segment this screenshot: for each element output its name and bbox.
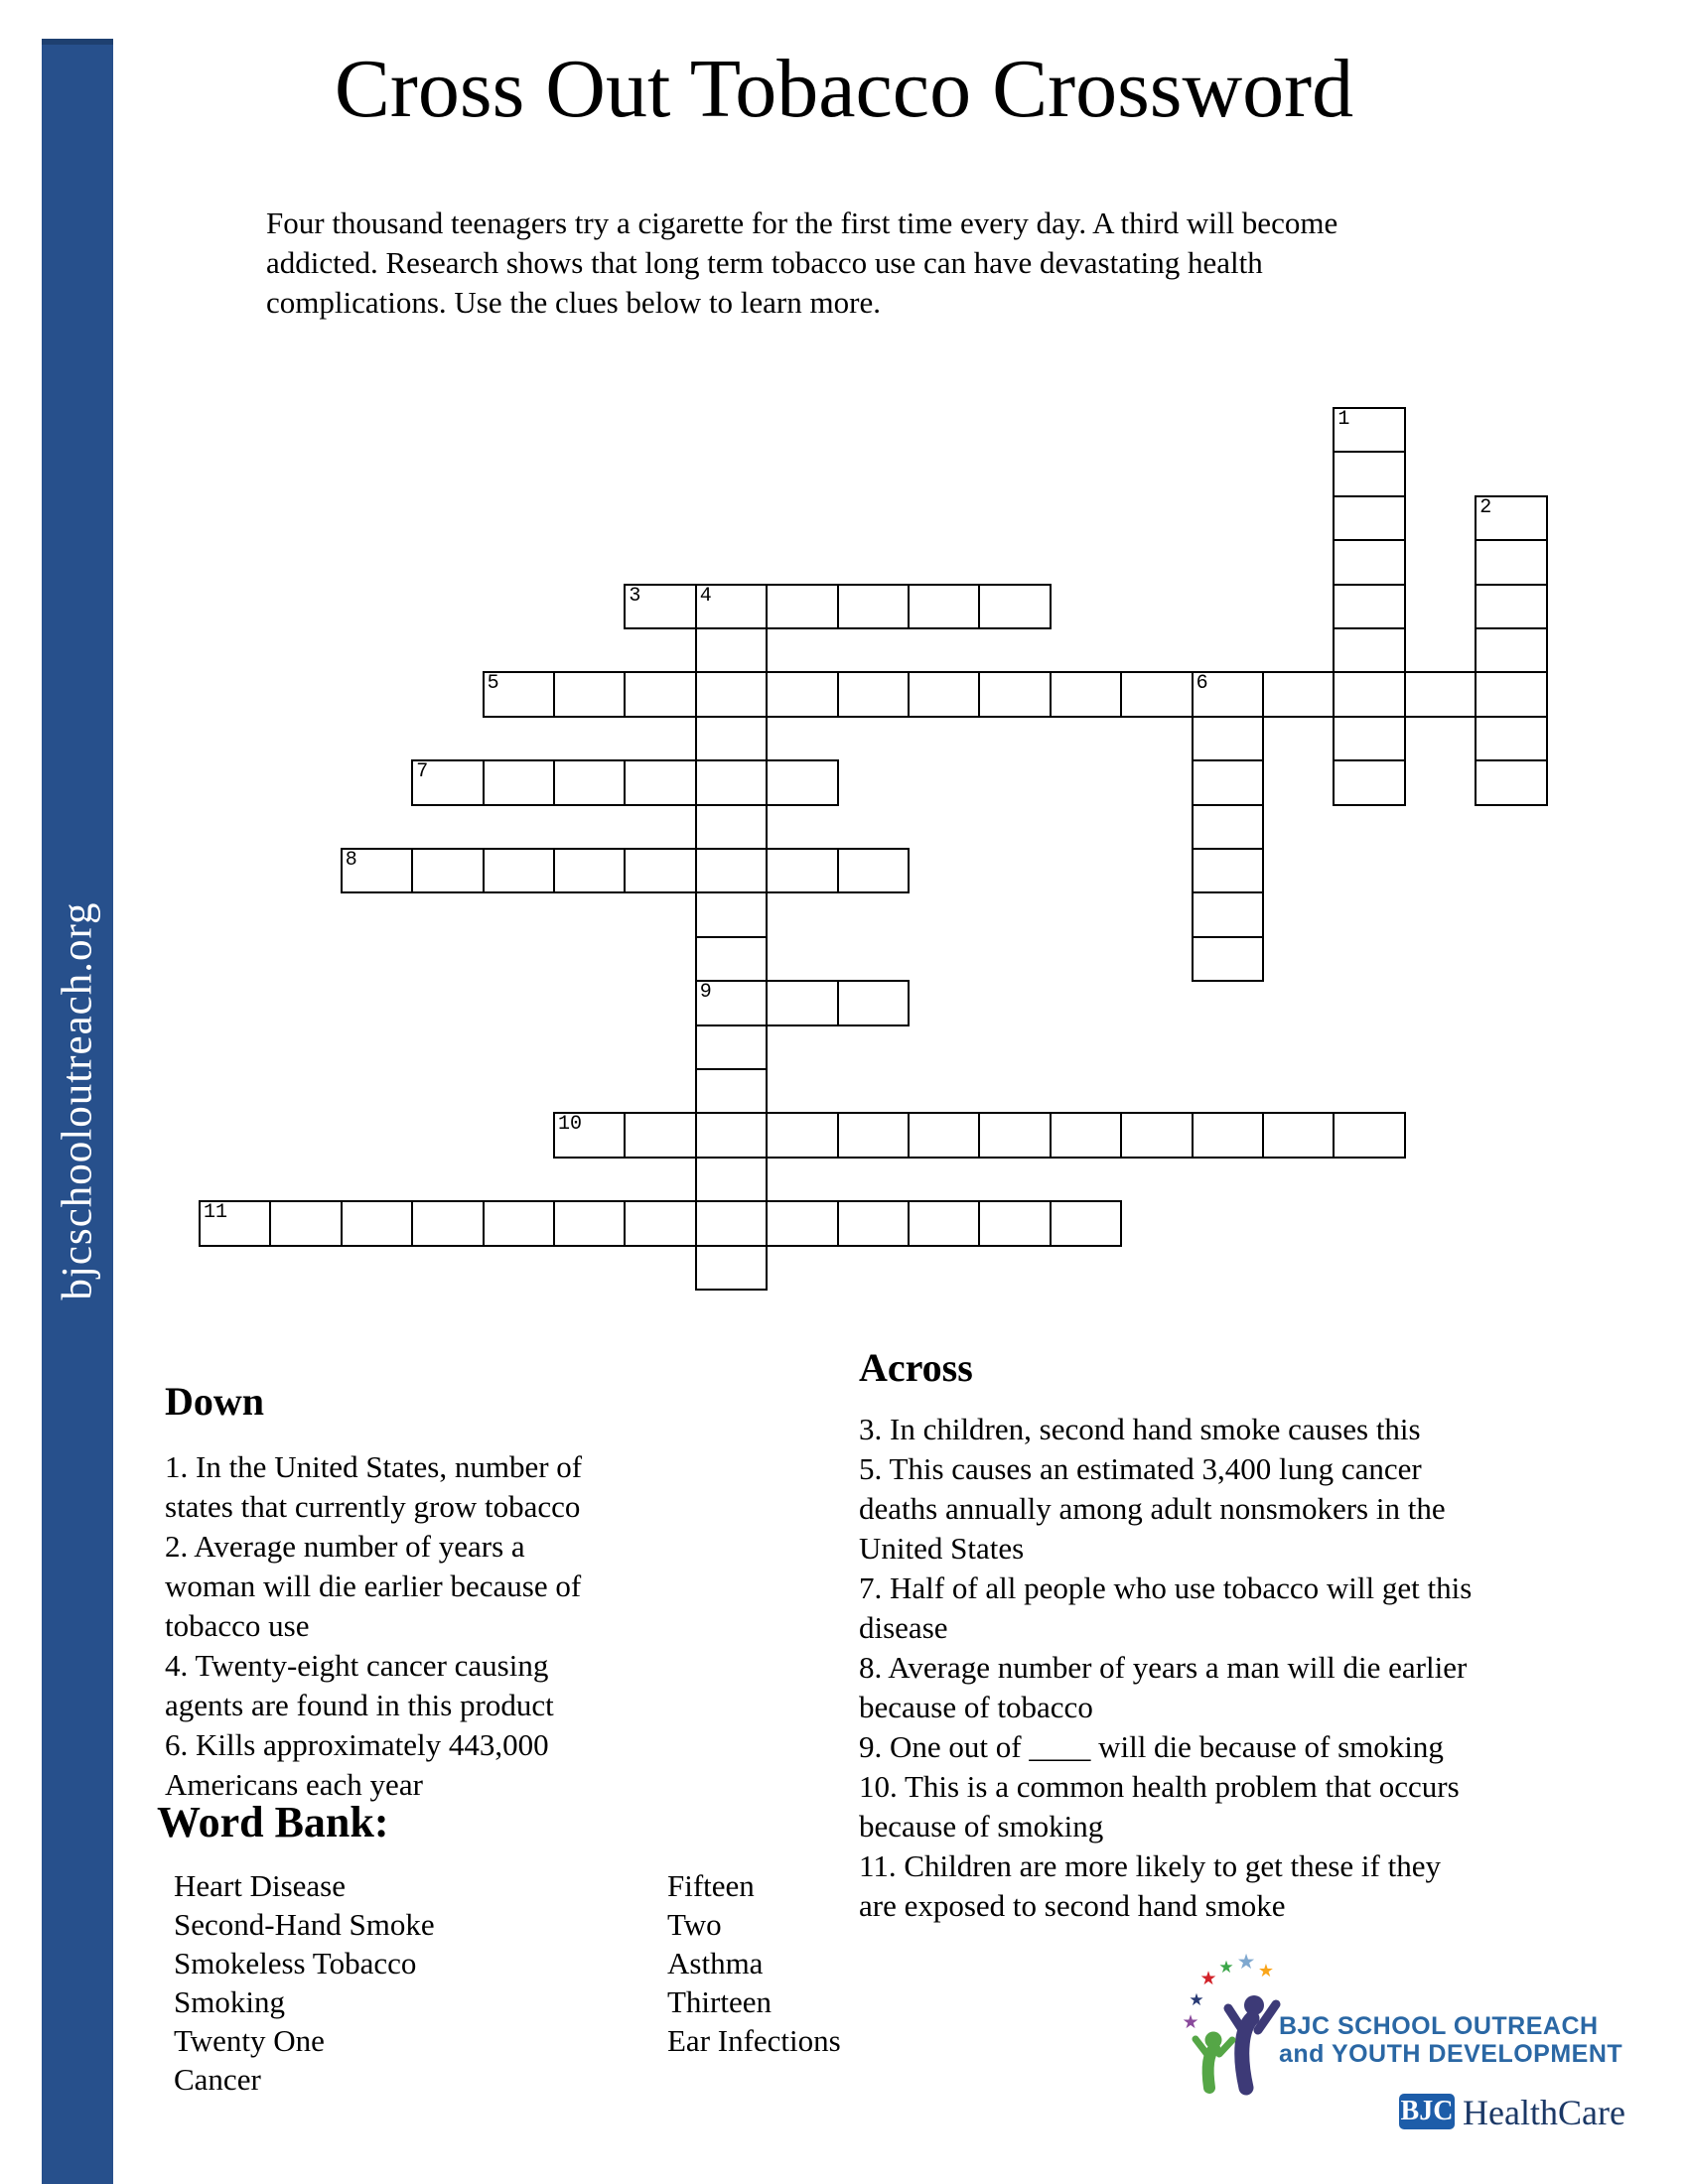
crossword-cell[interactable] <box>1192 671 1264 717</box>
word-bank-item: Cancer <box>174 2062 261 2097</box>
across-clue: 9. One out of ____ will die because of smoking <box>859 1729 1444 1764</box>
crossword-cell[interactable] <box>483 1200 555 1246</box>
across-clue: 5. This causes an estimated 3,400 lung cancer deaths annually among adult nonsmokers in the United States <box>859 1451 1446 1566</box>
crossword-cell[interactable] <box>553 848 626 893</box>
crossword-cell[interactable] <box>1333 495 1405 541</box>
crossword-cell[interactable] <box>908 1200 980 1246</box>
crossword-cell[interactable] <box>1050 1112 1122 1158</box>
crossword-cell[interactable] <box>695 716 768 761</box>
clue-number-label: 5 <box>487 672 499 696</box>
crossword-cell[interactable] <box>695 1068 768 1114</box>
word-bank-column-2 <box>667 1866 1134 2060</box>
crossword-cell[interactable] <box>695 1112 768 1158</box>
down-clues-section <box>165 1379 622 1802</box>
crossword-cell[interactable] <box>624 671 696 717</box>
crossword-cell[interactable] <box>1475 495 1547 541</box>
crossword-cell[interactable] <box>411 1200 484 1246</box>
across-clue: 10. This is a common health problem that occurs because of smoking <box>859 1769 1460 1843</box>
bjc-figures-icon <box>1177 1951 1296 2110</box>
crossword-cell[interactable] <box>695 627 768 673</box>
crossword-cell[interactable] <box>1192 716 1264 761</box>
crossword-cell[interactable] <box>483 759 555 805</box>
crossword-cell[interactable] <box>837 1200 910 1246</box>
crossword-cell[interactable] <box>1333 1112 1405 1158</box>
crossword-cell[interactable] <box>766 1200 838 1246</box>
crossword-cell[interactable] <box>695 584 768 629</box>
word-bank-item: Fifteen <box>667 1868 755 1903</box>
crossword-cell[interactable] <box>978 1200 1051 1246</box>
crossword-cell[interactable] <box>624 584 696 629</box>
crossword-cell[interactable] <box>1262 671 1335 717</box>
bjc-badge <box>1399 2094 1455 2129</box>
crossword-cell[interactable] <box>624 759 696 805</box>
bjc-logo <box>1177 1951 1653 2149</box>
crossword-cell[interactable] <box>978 584 1051 629</box>
crossword-cell[interactable] <box>1333 716 1405 761</box>
across-clue: 3. In children, second hand smoke causes this <box>859 1412 1421 1446</box>
crossword-cell[interactable] <box>1192 936 1264 982</box>
word-bank-item: Ear Infections <box>667 2023 841 2058</box>
across-clue: 11. Children are more likely to get these if they are exposed to second hand smoke <box>859 1848 1441 1923</box>
across-heading: Across <box>859 1345 973 1390</box>
logo-text-line1: BJC SCHOOL OUTREACH <box>1279 2012 1599 2040</box>
clue-number-label: 6 <box>1196 672 1208 696</box>
crossword-cell[interactable] <box>483 671 555 717</box>
crossword-cell[interactable] <box>837 584 910 629</box>
clue-number-label: 1 <box>1337 408 1350 431</box>
crossword-cell[interactable] <box>1192 1112 1264 1158</box>
crossword-cell[interactable] <box>766 584 838 629</box>
word-bank-item: Twenty One <box>174 2023 325 2058</box>
clue-number-label: 4 <box>699 584 712 608</box>
crossword-cell[interactable] <box>1404 671 1477 717</box>
crossword-cell[interactable] <box>978 1112 1051 1158</box>
down-heading: Down <box>165 1379 265 1424</box>
across-clues-section <box>859 1345 1494 1923</box>
crossword-cell[interactable] <box>1333 671 1405 717</box>
clue-number-label: 11 <box>204 1201 228 1225</box>
crossword-cell[interactable] <box>341 848 413 893</box>
crossword-cell[interactable] <box>1050 671 1122 717</box>
crossword-cell[interactable] <box>695 891 768 937</box>
word-bank-item: Smokeless Tobacco <box>174 1946 417 1980</box>
crossword-cell[interactable] <box>837 671 910 717</box>
crossword-cell[interactable] <box>978 671 1051 717</box>
crossword-cell[interactable] <box>1333 451 1405 496</box>
crossword-cell[interactable] <box>766 1112 838 1158</box>
crossword-cell[interactable] <box>695 1024 768 1070</box>
down-clue: 6. Kills approximately 443,000 Americans each year <box>165 1727 549 1802</box>
crossword-cell[interactable] <box>553 759 626 805</box>
crossword-cell[interactable] <box>1050 1200 1122 1246</box>
crossword-cell[interactable] <box>1192 891 1264 937</box>
crossword-cell[interactable] <box>553 671 626 717</box>
word-bank-item: Heart Disease <box>174 1868 346 1903</box>
crossword-cell[interactable] <box>837 1112 910 1158</box>
crossword-cell[interactable] <box>269 1200 342 1246</box>
crossword-cell[interactable] <box>695 1157 768 1202</box>
crossword-cell[interactable] <box>1475 759 1547 805</box>
sidebar-url: bjcschooloutreach.org <box>54 901 101 1300</box>
svg-text:★: ★ <box>1218 1958 1234 1978</box>
svg-text:★: ★ <box>1189 1990 1204 2010</box>
word-bank-column-1 <box>174 1866 640 2099</box>
crossword-cell[interactable] <box>411 848 484 893</box>
svg-text:★: ★ <box>1182 2011 1199 2033</box>
intro-paragraph: Four thousand teenagers try a cigarette for the first time every day. A third will become addicted. Research shows that long term tobacco use can have devastating health complications. Use the clues below to learn more. <box>266 205 1338 320</box>
crossword-cell[interactable] <box>624 848 696 893</box>
clue-number-label: 7 <box>416 760 429 784</box>
clue-number-label: 3 <box>629 584 641 608</box>
crossword-cell[interactable] <box>553 1200 626 1246</box>
logo-text-line2: and YOUTH DEVELOPMENT <box>1279 2040 1623 2068</box>
crossword-cell[interactable] <box>1475 716 1547 761</box>
svg-text:★: ★ <box>1199 1968 1217 1989</box>
crossword-cell[interactable] <box>695 671 768 717</box>
svg-text:★: ★ <box>1257 1961 1275 1981</box>
down-clue-list <box>165 1447 614 1805</box>
crossword-cell[interactable] <box>695 936 768 982</box>
crossword-cell[interactable] <box>483 848 555 893</box>
crossword-cell[interactable] <box>1475 671 1547 717</box>
crossword-cell[interactable] <box>695 1245 768 1291</box>
word-bank-item: Two <box>667 1907 722 1942</box>
across-clue: 8. Average number of years a man will die earlier because of tobacco <box>859 1650 1468 1724</box>
page-title: Cross Out Tobacco Crossword <box>334 43 1354 135</box>
crossword-cell[interactable] <box>908 1112 980 1158</box>
clue-number-label: 9 <box>699 981 712 1005</box>
crossword-cell[interactable] <box>1333 627 1405 673</box>
crossword-cell[interactable] <box>766 980 838 1025</box>
word-bank-item: Asthma <box>667 1946 764 1980</box>
crossword-cell[interactable] <box>908 671 980 717</box>
svg-text:★: ★ <box>1236 1951 1256 1974</box>
crossword-cell[interactable] <box>695 804 768 850</box>
crossword-cell[interactable] <box>553 1112 626 1158</box>
crossword-cell[interactable] <box>624 1200 696 1246</box>
across-clue-list <box>859 1410 1473 1926</box>
across-clue: 7. Half of all people who use tobacco will get this disease <box>859 1570 1473 1645</box>
word-bank-item: Thirteen <box>667 1984 773 2019</box>
clue-number-label: 10 <box>558 1113 583 1137</box>
crossword-cell[interactable] <box>624 1112 696 1158</box>
down-clue: 1. In the United States, number of states that currently grow tobacco <box>165 1449 583 1524</box>
crossword-cell[interactable] <box>1333 584 1405 629</box>
crossword-cell[interactable] <box>1192 759 1264 805</box>
crossword-cell[interactable] <box>1333 407 1405 453</box>
crossword-cell[interactable] <box>341 1200 413 1246</box>
crossword-cell[interactable] <box>1475 627 1547 673</box>
crossword-cell[interactable] <box>1333 759 1405 805</box>
healthcare-text: HealthCare <box>1463 2093 1625 2132</box>
crossword-cell[interactable] <box>1192 804 1264 850</box>
word-bank-item: Second-Hand Smoke <box>174 1907 435 1942</box>
clue-number-label: 8 <box>345 849 357 872</box>
clue-number-label: 2 <box>1479 495 1492 519</box>
crossword-cell[interactable] <box>1120 1112 1193 1158</box>
crossword-cell[interactable] <box>695 759 768 805</box>
crossword-cell[interactable] <box>695 848 768 893</box>
bjc-badge-text: BJC <box>1400 2096 1454 2126</box>
crossword-cell[interactable] <box>908 584 980 629</box>
crossword-cell[interactable] <box>1333 539 1405 585</box>
crossword-cell[interactable] <box>1192 848 1264 893</box>
crossword-cell[interactable] <box>695 1200 768 1246</box>
crossword-cell[interactable] <box>1120 671 1193 717</box>
crossword-cell[interactable] <box>1475 539 1547 585</box>
crossword-cell[interactable] <box>411 759 484 805</box>
word-bank-heading: Word Bank: <box>157 1798 389 1846</box>
crossword-cell[interactable] <box>766 671 838 717</box>
crossword-cell[interactable] <box>1262 1112 1335 1158</box>
word-bank-item: Smoking <box>174 1984 285 2019</box>
crossword-cell[interactable] <box>837 848 910 893</box>
down-clue: 4. Twenty-eight cancer causing agents are found in this product <box>165 1648 554 1722</box>
crossword-cell[interactable] <box>1475 584 1547 629</box>
crossword-cell[interactable] <box>199 1200 271 1246</box>
down-clue: 2. Average number of years a woman will die earlier because of tobacco use <box>165 1529 582 1643</box>
crossword-cell[interactable] <box>837 980 910 1025</box>
crossword-cell[interactable] <box>766 759 838 805</box>
crossword-cell[interactable] <box>766 848 838 893</box>
crossword-cell[interactable] <box>695 980 768 1025</box>
